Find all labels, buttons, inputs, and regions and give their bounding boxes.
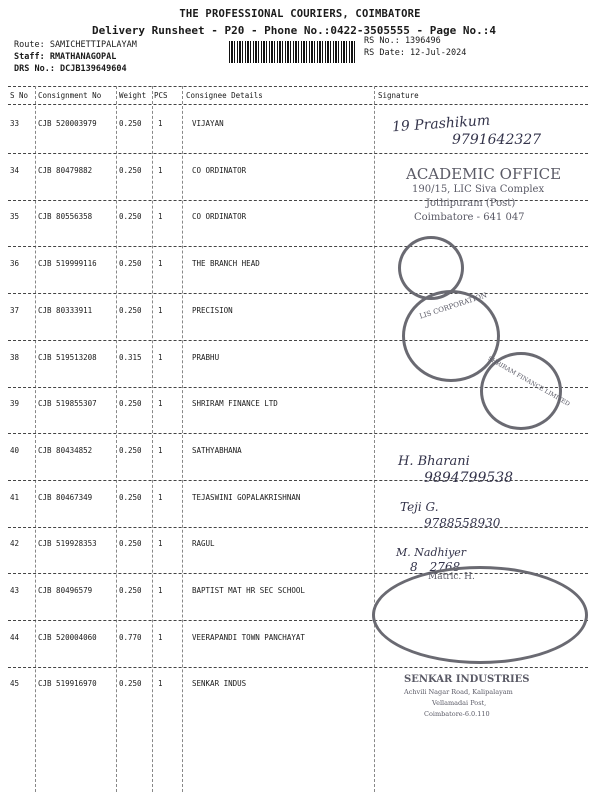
senkar-stamp-line3: Vellamadai Post, (432, 699, 487, 707)
row-consignee: THE BRANCH HEAD (192, 259, 260, 269)
row-divider (8, 246, 588, 247)
row-consignment-no: CJB 520003979 (38, 119, 97, 128)
table-row (0, 300, 600, 346)
row-sno: 36 (10, 259, 20, 269)
row-weight: 0.250 (119, 586, 142, 595)
barcode-image (229, 41, 357, 63)
row-weight: 0.250 (119, 539, 142, 549)
row-weight: 0.250 (119, 165, 142, 175)
row-sno: 35 (10, 212, 20, 222)
row-consignee: CO ORDINATOR (192, 165, 247, 175)
row-weight: 0.770 (119, 632, 142, 642)
document-title: THE PROFESSIONAL COURIERS, COIMBATORE (179, 8, 421, 20)
column-header-sno: S No (10, 91, 29, 100)
row-sno: 39 (10, 399, 20, 409)
shriram-stamp-text: SHRIRAM FINANCE LIMITED (486, 355, 571, 408)
row-sno: 41 (10, 492, 20, 502)
row-divider (8, 293, 588, 294)
senkar-stamp-line4: Coimbatore-6.0.110 (424, 710, 490, 718)
row-consignment-no: CJB 519513208 (38, 352, 97, 362)
row-pcs: 1 (158, 586, 163, 595)
drs-number: DRS No.: DCJB139649604 (14, 64, 127, 74)
rs-number: RS No.: 1396496 (364, 36, 441, 46)
row-consignee: RAGUL (192, 539, 215, 549)
signature-42-phone: 8__2768 (410, 560, 461, 574)
row-weight: 0.250 (119, 119, 142, 128)
row-sno: 33 (10, 119, 20, 128)
academic-stamp-line4: Coimbatore - 641 047 (414, 212, 525, 223)
row-weight: 0.315 (119, 352, 142, 362)
baptist-school-stamp (372, 566, 588, 664)
row-consignee: CO ORDINATOR (192, 212, 247, 222)
row-consignee: TEJASWINI GOPALAKRISHNAN (192, 492, 301, 502)
row-pcs: 1 (158, 119, 163, 128)
row-weight: 0.250 (119, 212, 142, 222)
document-subtitle: Delivery Runsheet - P20 - Phone No.:0422-3505555 - Page No.:4 (92, 24, 496, 37)
row-weight: 0.250 (119, 445, 142, 455)
row-consignee: BAPTIST MAT HR SEC SCHOOL (192, 586, 305, 595)
row-sno: 34 (10, 165, 20, 175)
row-weight: 0.250 (119, 305, 142, 315)
baptist-stamp-text: Matric. H. (428, 572, 475, 582)
row-consignment-no: CJB 80496579 (38, 586, 93, 595)
row-sno: 43 (10, 586, 20, 595)
row-pcs: 1 (158, 259, 163, 269)
row-consignee: VIJAYAN (192, 119, 224, 128)
row-sno: 40 (10, 445, 20, 455)
signature-33-name: 19 Prashikum (391, 112, 491, 136)
row-consignment-no: CJB 520004060 (38, 632, 97, 642)
row-divider (8, 153, 588, 154)
signature-40-name: H. Bharani (398, 454, 470, 469)
row-consignment-no: CJB 519928353 (38, 539, 97, 549)
row-weight: 0.250 (119, 679, 142, 689)
academic-stamp-line3: Jothipuram (Post) (426, 198, 516, 209)
route-label: Route: SAMICHETTIPALAYAM (14, 40, 137, 50)
row-consignment-no: CJB 80479882 (38, 165, 93, 175)
row-pcs: 1 (158, 539, 163, 549)
row-consignee: PRABHU (192, 352, 220, 362)
row-pcs: 1 (158, 305, 163, 315)
row-weight: 0.250 (119, 259, 142, 269)
row-consignment-no: CJB 80467349 (38, 492, 93, 502)
row-sno: 44 (10, 632, 20, 642)
row-weight: 0.250 (119, 492, 142, 502)
row-pcs: 1 (158, 679, 163, 689)
senkar-stamp-line2: Achvili Nagar Road, Kalipalayam (404, 688, 513, 696)
column-header-consignment: Consignment No (38, 91, 102, 100)
row-sno: 37 (10, 305, 20, 315)
table-row (0, 253, 600, 299)
row-sno: 38 (10, 352, 20, 362)
row-sno: 45 (10, 679, 20, 689)
signature-40-phone: 9894799538 (424, 470, 514, 486)
row-divider (8, 527, 588, 528)
staff-label: Staff: RMATHANAGOPAL (14, 52, 117, 62)
row-sno: 42 (10, 539, 20, 549)
row-weight: 0.250 (119, 399, 142, 409)
table-row (0, 487, 600, 533)
row-consignment-no: CJB 519916970 (38, 679, 97, 689)
row-pcs: 1 (158, 212, 163, 222)
signature-33-phone: 9791642327 (452, 132, 542, 148)
header-rule-bottom (8, 104, 588, 105)
header-rule-top (8, 86, 588, 87)
row-consignee: SHRIRAM FINANCE LTD (192, 399, 278, 409)
column-header-consignee: Consignee Details (186, 91, 263, 100)
column-header-pcs: PCS (154, 91, 168, 100)
row-consignment-no: CJB 519855307 (38, 399, 97, 409)
row-pcs: 1 (158, 492, 163, 502)
row-pcs: 1 (158, 445, 163, 455)
academic-stamp-line1: ACADEMIC OFFICE (406, 165, 562, 183)
row-divider (8, 433, 588, 434)
academic-stamp-line2: 190/15, LIC Siva Complex (412, 184, 545, 195)
row-consignment-no: CJB 80333911 (38, 305, 93, 315)
row-consignment-no: CJB 80434852 (38, 445, 93, 455)
signature-41-name: Teji G. (400, 500, 439, 514)
signature-42-name: M. Nadhiyer (396, 546, 467, 559)
lis-corporation-stamp-text: LIS CORPORATION (418, 291, 489, 321)
row-consignee: VEERAPANDI TOWN PANCHAYAT (192, 632, 305, 642)
row-consignee: PRECISION (192, 305, 233, 315)
row-pcs: 1 (158, 352, 163, 362)
row-pcs: 1 (158, 165, 163, 175)
row-consignee: SENKAR INDUS (192, 679, 247, 689)
rs-date: RS Date: 12-Jul-2024 (364, 48, 467, 58)
row-consignment-no: CJB 519999116 (38, 259, 97, 269)
signature-41-phone: 9788558930 (424, 516, 501, 530)
column-header-weight: Weight (119, 91, 147, 100)
senkar-stamp-line1: SENKAR INDUSTRIES (404, 674, 530, 685)
row-pcs: 1 (158, 399, 163, 409)
row-divider (8, 340, 588, 341)
row-consignment-no: CJB 80556358 (38, 212, 93, 222)
row-divider (8, 667, 588, 668)
row-consignee: SATHYABHANA (192, 445, 242, 455)
column-header-signature: Signature (378, 91, 419, 100)
row-pcs: 1 (158, 632, 163, 642)
